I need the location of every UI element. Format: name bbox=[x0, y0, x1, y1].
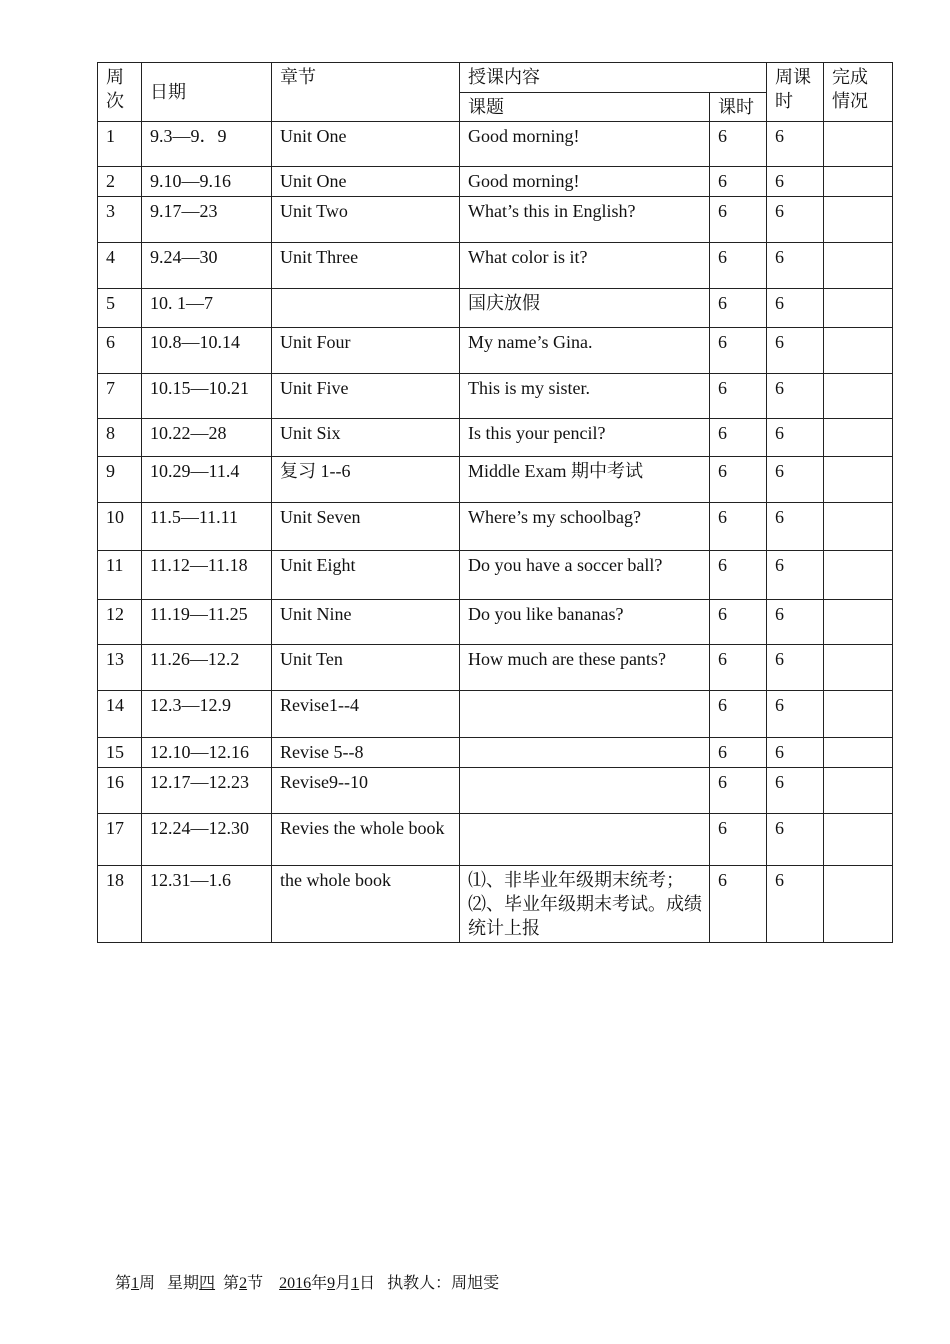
completion-cell bbox=[824, 289, 893, 328]
week-cell: 15 bbox=[98, 738, 142, 768]
chapter-cell: Unit Eight bbox=[272, 551, 460, 600]
weekly-hours-cell: 6 bbox=[767, 457, 824, 503]
completion-cell bbox=[824, 503, 893, 551]
weekly-hours-cell: 6 bbox=[767, 167, 824, 197]
weekly-hours-cell: 6 bbox=[767, 374, 824, 419]
weekly-hours-cell: 6 bbox=[767, 551, 824, 600]
chapter-cell: Revise1--4 bbox=[272, 691, 460, 738]
weekly-hours-cell: 6 bbox=[767, 814, 824, 866]
lesson-hours-cell: 6 bbox=[710, 866, 767, 943]
header-lesson-hours: 课时 bbox=[710, 93, 767, 122]
header-completion: 完成 情况 bbox=[824, 63, 893, 122]
chapter-cell: Unit Nine bbox=[272, 600, 460, 645]
date-cell: 9.17—23 bbox=[142, 197, 272, 243]
table-row bbox=[98, 374, 893, 419]
topic-cell: ⑴、非毕业年级期末统考；⑵、毕业年级期末考试。成绩统计上报 bbox=[460, 866, 710, 943]
header-chapter: 章节 bbox=[272, 63, 460, 122]
weekly-hours-cell: 6 bbox=[767, 600, 824, 645]
table-row bbox=[98, 691, 893, 738]
header-topic: 课题 bbox=[460, 93, 710, 122]
lesson-hours-cell: 6 bbox=[710, 328, 767, 374]
table-row bbox=[98, 738, 893, 768]
chapter-cell bbox=[272, 289, 460, 328]
table-row bbox=[98, 419, 893, 457]
week-cell: 7 bbox=[98, 374, 142, 419]
completion-cell bbox=[824, 645, 893, 691]
lesson-hours-cell: 6 bbox=[710, 419, 767, 457]
completion-cell bbox=[824, 768, 893, 814]
footer-month: 9 bbox=[327, 1275, 336, 1292]
table-row bbox=[98, 457, 893, 503]
table-row bbox=[98, 645, 893, 691]
weekly-hours-cell: 6 bbox=[767, 738, 824, 768]
topic-cell bbox=[460, 814, 710, 866]
table-row bbox=[98, 243, 893, 289]
week-cell: 6 bbox=[98, 328, 142, 374]
topic-cell: Do you like bananas? bbox=[460, 600, 710, 645]
weekly-hours-cell: 6 bbox=[767, 768, 824, 814]
topic-cell: Do you have a soccer ball? bbox=[460, 551, 710, 600]
date-cell: 12.10—12.16 bbox=[142, 738, 272, 768]
lesson-hours-cell: 6 bbox=[710, 243, 767, 289]
footer-text: 第 bbox=[215, 1275, 240, 1292]
lesson-hours-cell: 6 bbox=[710, 645, 767, 691]
chapter-cell: Unit Seven bbox=[272, 503, 460, 551]
footer-week-number: 1 bbox=[131, 1275, 140, 1292]
week-cell: 10 bbox=[98, 503, 142, 551]
week-cell: 14 bbox=[98, 691, 142, 738]
date-cell: 10.22—28 bbox=[142, 419, 272, 457]
topic-cell bbox=[460, 738, 710, 768]
lesson-hours-cell: 6 bbox=[710, 503, 767, 551]
weekly-hours-cell: 6 bbox=[767, 289, 824, 328]
table-row bbox=[98, 197, 893, 243]
topic-cell: What’s this in English? bbox=[460, 197, 710, 243]
week-cell: 5 bbox=[98, 289, 142, 328]
lesson-hours-cell: 6 bbox=[710, 768, 767, 814]
date-cell: 9.24—30 bbox=[142, 243, 272, 289]
lesson-hours-cell: 6 bbox=[710, 814, 767, 866]
chapter-cell: Unit Two bbox=[272, 197, 460, 243]
footer-text: 周 星期 bbox=[139, 1275, 200, 1292]
footer-line bbox=[115, 1270, 499, 1293]
topic-cell: Good morning! bbox=[460, 122, 710, 167]
chapter-cell: the whole book bbox=[272, 866, 460, 943]
chapter-cell: Unit Four bbox=[272, 328, 460, 374]
table-row bbox=[98, 866, 893, 943]
topic-cell bbox=[460, 691, 710, 738]
footer-text: 节 bbox=[247, 1275, 280, 1292]
completion-cell bbox=[824, 167, 893, 197]
chapter-cell: Revise9--10 bbox=[272, 768, 460, 814]
week-cell: 12 bbox=[98, 600, 142, 645]
header-content: 授课内容 bbox=[460, 63, 767, 93]
weekly-hours-cell: 6 bbox=[767, 645, 824, 691]
schedule-table bbox=[97, 62, 893, 943]
weekly-hours-cell: 6 bbox=[767, 691, 824, 738]
topic-cell: How much are these pants? bbox=[460, 645, 710, 691]
weekly-hours-cell: 6 bbox=[767, 419, 824, 457]
week-cell: 16 bbox=[98, 768, 142, 814]
topic-cell: My name’s Gina. bbox=[460, 328, 710, 374]
table-row bbox=[98, 289, 893, 328]
lesson-hours-cell: 6 bbox=[710, 197, 767, 243]
header-date: 日期 bbox=[142, 63, 272, 122]
footer-day: 1 bbox=[351, 1275, 360, 1292]
completion-cell bbox=[824, 551, 893, 600]
topic-cell: This is my sister. bbox=[460, 374, 710, 419]
chapter-cell: 复习 1--6 bbox=[272, 457, 460, 503]
lesson-hours-cell: 6 bbox=[710, 551, 767, 600]
date-cell: 12.31—1.6 bbox=[142, 866, 272, 943]
footer-year: 2016 bbox=[279, 1275, 312, 1292]
footer-text: 第 bbox=[115, 1275, 132, 1292]
topic-cell: Where’s my schoolbag? bbox=[460, 503, 710, 551]
week-cell: 8 bbox=[98, 419, 142, 457]
chapter-cell: Unit One bbox=[272, 167, 460, 197]
week-cell: 17 bbox=[98, 814, 142, 866]
week-cell: 18 bbox=[98, 866, 142, 943]
date-cell: 10.29—11.4 bbox=[142, 457, 272, 503]
table-row bbox=[98, 122, 893, 167]
weekly-hours-cell: 6 bbox=[767, 197, 824, 243]
lesson-hours-cell: 6 bbox=[710, 691, 767, 738]
lesson-hours-cell: 6 bbox=[710, 167, 767, 197]
completion-cell bbox=[824, 738, 893, 768]
date-cell: 12.24—12.30 bbox=[142, 814, 272, 866]
footer-text: 年 bbox=[311, 1275, 328, 1292]
date-cell: 9.10—9.16 bbox=[142, 167, 272, 197]
completion-cell bbox=[824, 457, 893, 503]
date-cell: 12.3—12.9 bbox=[142, 691, 272, 738]
completion-cell bbox=[824, 866, 893, 943]
lesson-hours-cell: 6 bbox=[710, 738, 767, 768]
table-row bbox=[98, 503, 893, 551]
table-row bbox=[98, 814, 893, 866]
completion-cell bbox=[824, 243, 893, 289]
chapter-cell: Unit Six bbox=[272, 419, 460, 457]
completion-cell bbox=[824, 600, 893, 645]
topic-cell: 国庆放假 bbox=[460, 289, 710, 328]
table-row bbox=[98, 167, 893, 197]
topic-cell: Good morning! bbox=[460, 167, 710, 197]
completion-cell bbox=[824, 197, 893, 243]
completion-cell bbox=[824, 419, 893, 457]
header-week: 周 次 bbox=[98, 63, 142, 122]
date-cell: 11.26—12.2 bbox=[142, 645, 272, 691]
topic-cell bbox=[460, 768, 710, 814]
date-cell: 10.15—10.21 bbox=[142, 374, 272, 419]
table-row bbox=[98, 768, 893, 814]
lesson-hours-cell: 6 bbox=[710, 122, 767, 167]
date-cell: 10.8—10.14 bbox=[142, 328, 272, 374]
completion-cell bbox=[824, 328, 893, 374]
table-row bbox=[98, 328, 893, 374]
weekly-hours-cell: 6 bbox=[767, 328, 824, 374]
date-cell: 11.19—11.25 bbox=[142, 600, 272, 645]
week-cell: 9 bbox=[98, 457, 142, 503]
date-cell: 11.5—11.11 bbox=[142, 503, 272, 551]
lesson-hours-cell: 6 bbox=[710, 457, 767, 503]
chapter-cell: Unit Three bbox=[272, 243, 460, 289]
completion-cell bbox=[824, 122, 893, 167]
chapter-cell: Revies the whole book bbox=[272, 814, 460, 866]
header-weekly-hours: 周课 时 bbox=[767, 63, 824, 122]
week-cell: 4 bbox=[98, 243, 142, 289]
chapter-cell: Unit Five bbox=[272, 374, 460, 419]
footer-period: 2 bbox=[239, 1275, 248, 1292]
weekly-hours-cell: 6 bbox=[767, 243, 824, 289]
weekly-hours-cell: 6 bbox=[767, 503, 824, 551]
date-cell: 12.17—12.23 bbox=[142, 768, 272, 814]
chapter-cell: Revise 5--8 bbox=[272, 738, 460, 768]
weekly-hours-cell: 6 bbox=[767, 122, 824, 167]
week-cell: 3 bbox=[98, 197, 142, 243]
week-cell: 11 bbox=[98, 551, 142, 600]
completion-cell bbox=[824, 814, 893, 866]
footer-weekday: 四 bbox=[199, 1275, 216, 1292]
completion-cell bbox=[824, 691, 893, 738]
completion-cell bbox=[824, 374, 893, 419]
topic-cell: Is this your pencil? bbox=[460, 419, 710, 457]
week-cell: 1 bbox=[98, 122, 142, 167]
date-cell: 11.12—11.18 bbox=[142, 551, 272, 600]
topic-cell: What color is it? bbox=[460, 243, 710, 289]
chapter-cell: Unit Ten bbox=[272, 645, 460, 691]
date-cell: 10. 1—7 bbox=[142, 289, 272, 328]
topic-cell: Middle Exam 期中考试 bbox=[460, 457, 710, 503]
footer-text: 日 执教人：周旭雯 bbox=[359, 1275, 500, 1292]
lesson-hours-cell: 6 bbox=[710, 600, 767, 645]
table-row bbox=[98, 551, 893, 600]
lesson-hours-cell: 6 bbox=[710, 374, 767, 419]
lesson-hours-cell: 6 bbox=[710, 289, 767, 328]
table-row bbox=[98, 600, 893, 645]
chapter-cell: Unit One bbox=[272, 122, 460, 167]
week-cell: 13 bbox=[98, 645, 142, 691]
weekly-hours-cell: 6 bbox=[767, 866, 824, 943]
week-cell: 2 bbox=[98, 167, 142, 197]
footer-text: 月 bbox=[335, 1275, 352, 1292]
date-cell: 9.3—9．9 bbox=[142, 122, 272, 167]
